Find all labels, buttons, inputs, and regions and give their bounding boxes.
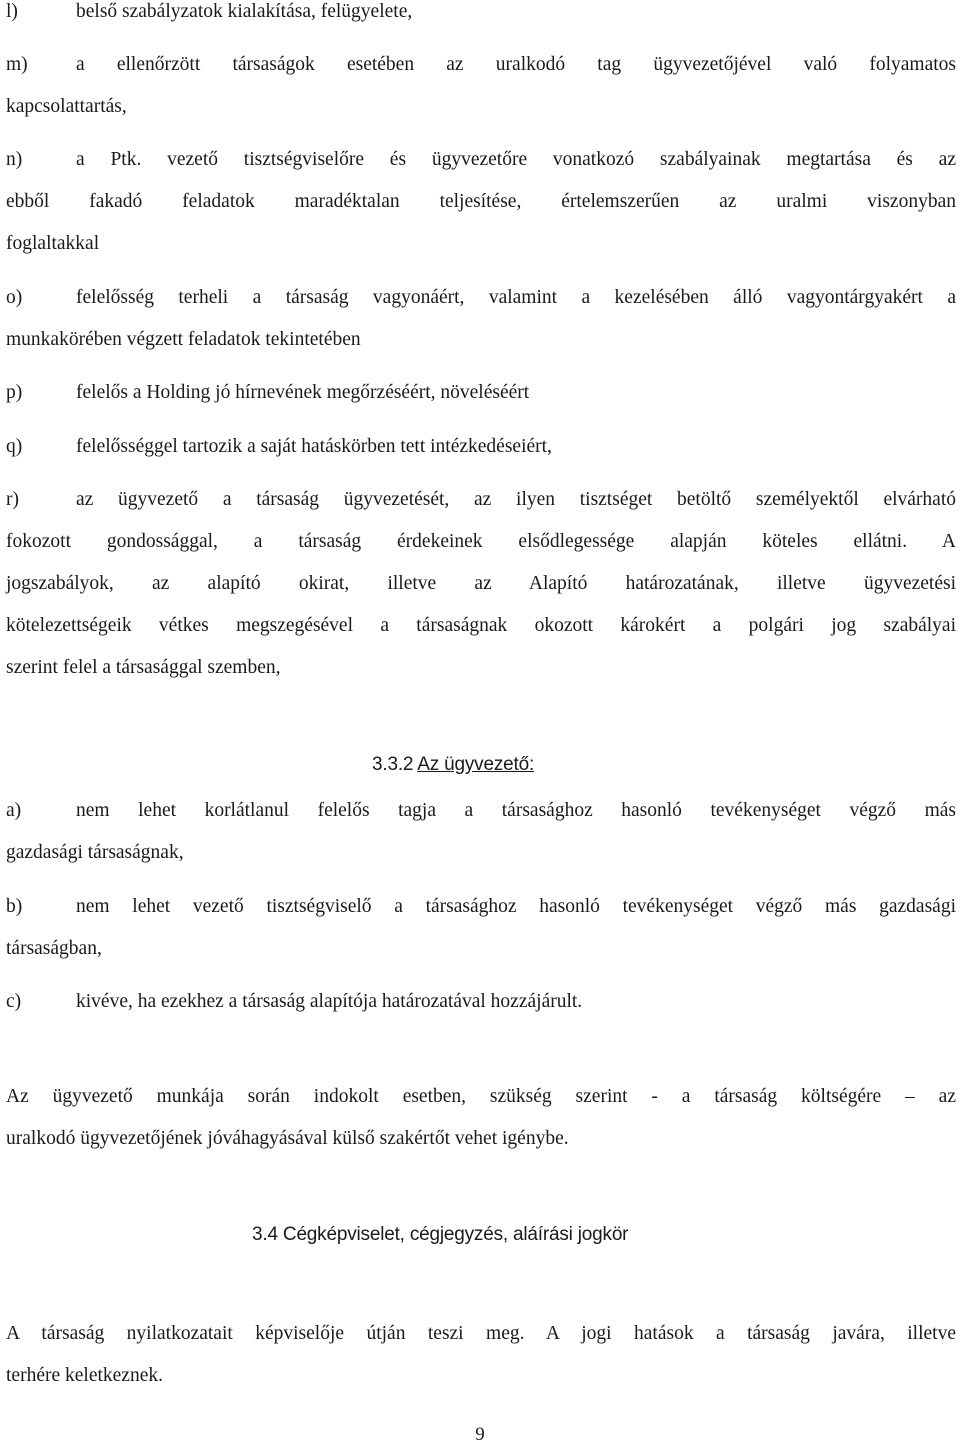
item-text-line: munkakörében végzett feladatok tekintetében <box>6 329 361 350</box>
item-label: p) <box>6 382 23 403</box>
section-title: Cégképviselet, cégjegyzés, aláírási jogkör <box>282 1224 629 1245</box>
item-text: kivéve, ha ezekhez a társaság alapítója határozatával hozzájárult. <box>76 991 583 1012</box>
item-label: b) <box>6 896 23 917</box>
paragraph-line: terhére keletkeznek. <box>6 1365 163 1386</box>
section-number: 3.4 <box>252 1224 278 1245</box>
item-text-line: ebből fakadó feladatok maradéktalan teljesítése, értelemszerűen az uralmi viszonyban <box>6 191 956 212</box>
item-text-line: kötelezettségeik vétkes megszegésével a társaságnak okozott károkért a polgári jog szabályai <box>6 615 956 636</box>
list-item-c <box>6 981 956 1023</box>
item-text-line: az ügyvezető a társaság ügyvezetését, az ilyen tisztséget betöltő személyektől elvárható <box>76 489 956 510</box>
item-text-line: felelősség terheli a társaság vagyonáért, valamint a kezelésében álló vagyontárgyakért a <box>76 287 956 308</box>
section-number: 3.3.2 <box>372 754 414 775</box>
section-heading-34 <box>252 1224 628 1246</box>
item-text-line: nem lehet vezető tisztségviselő a társasághoz hasonló tevékenységet végző más gazdasági <box>76 896 956 917</box>
list-item-o <box>6 277 956 361</box>
list-item-l <box>6 0 956 33</box>
paragraph-line: Az ügyvezető munkája során indokolt esetben, szükség szerint - a társaság költségére – az <box>6 1086 956 1107</box>
list-item-p <box>6 372 956 414</box>
item-label: a) <box>6 800 22 821</box>
list-item-a <box>6 790 956 874</box>
item-text-line: a Ptk. vezető tisztségviselőre és ügyvezetőre vonatkozó szabályainak megtartása és az <box>76 149 956 170</box>
list-item-q <box>6 426 956 468</box>
list-item-m <box>6 44 956 128</box>
item-text-line: kapcsolattartás, <box>6 96 127 117</box>
item-label: q) <box>6 436 23 457</box>
section-heading-332 <box>372 754 534 776</box>
list-item-r <box>6 479 956 689</box>
item-text-line: foglaltakkal <box>6 233 100 254</box>
item-text-line: a ellenőrzött társaságok esetében az uralkodó tag ügyvezetőjével való folyamatos <box>76 54 956 75</box>
list-item-n <box>6 139 956 265</box>
paragraph-expert <box>6 1076 956 1160</box>
item-text: belső szabályzatok kialakítása, felügyelete, <box>76 1 413 22</box>
item-text-line: társaságban, <box>6 938 102 959</box>
page-number: 9 <box>475 1424 485 1445</box>
item-label: c) <box>6 991 22 1012</box>
item-text-line: szerint felel a társasággal szemben, <box>6 657 281 678</box>
item-text-line: fokozott gondossággal, a társaság érdekeinek elsődlegessége alapján köteles ellátni. A <box>6 531 956 552</box>
item-text: felelős a Holding jó hírnevének megőrzéséért, növeléséért <box>76 382 530 403</box>
list-item-b <box>6 886 956 970</box>
item-text-line: nem lehet korlátlanul felelős tagja a társasághoz hasonló tevékenységet végző más <box>76 800 956 821</box>
item-text-line: gazdasági társaságnak, <box>6 842 184 863</box>
paragraph-line: uralkodó ügyvezetőjének jóváhagyásával külső szakértőt vehet igénybe. <box>6 1128 569 1149</box>
paragraph-representation <box>6 1313 956 1397</box>
item-label: m) <box>6 54 28 75</box>
section-title: Az ügyvezető: <box>417 754 535 775</box>
item-label: n) <box>6 149 23 170</box>
item-text-line: jogszabályok, az alapító okirat, illetve az Alapító határozatának, illetve ügyvezetési <box>6 573 956 594</box>
paragraph-line: A társaság nyilatkozatait képviselője útján teszi meg. A jogi hatások a társaság javára, illetve <box>6 1323 956 1344</box>
item-label: o) <box>6 287 23 308</box>
item-label: l) <box>6 1 18 22</box>
item-label: r) <box>6 489 19 510</box>
item-text: felelősséggel tartozik a saját hatáskörben tett intézkedéseiért, <box>76 436 552 457</box>
